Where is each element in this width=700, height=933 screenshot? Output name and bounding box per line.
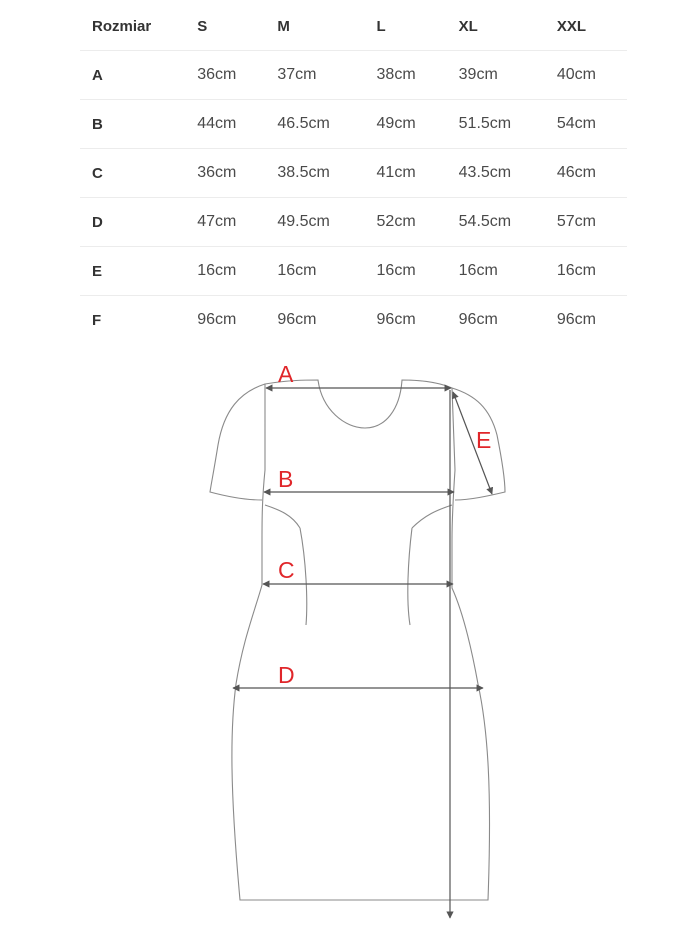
dress-outline <box>210 380 505 900</box>
table-cell: 43.5cm <box>459 149 557 198</box>
header-size-m: M <box>277 2 376 51</box>
label-b: B <box>278 466 294 492</box>
table-row <box>80 51 627 100</box>
header-size-l: L <box>377 2 459 51</box>
table-cell: 96cm <box>376 311 416 328</box>
table-cell: 37cm <box>277 51 376 100</box>
table-cell: 38.5cm <box>277 149 376 198</box>
table-cell: 16cm <box>377 247 459 296</box>
table-cell: 39cm <box>459 51 557 100</box>
table-cell: 44cm <box>197 100 277 149</box>
table-cell: 54.5cm <box>459 198 557 247</box>
size-chart-table <box>80 2 627 344</box>
table-cell: 36cm <box>197 149 277 198</box>
table-cell: 96cm <box>197 311 237 328</box>
table-cell: 54cm <box>557 100 627 149</box>
table-cell: 16cm <box>557 247 627 296</box>
table-cell: 38cm <box>377 51 459 100</box>
bust-seam-right <box>412 505 452 528</box>
label-a: A <box>278 361 294 387</box>
row-label: D <box>80 198 197 247</box>
bust-seam-left <box>265 505 300 528</box>
row-label: C <box>80 149 197 198</box>
table-cell: 49cm <box>377 100 459 149</box>
table-cell: 16cm <box>459 247 557 296</box>
table-row <box>80 296 627 345</box>
table-row <box>80 149 627 198</box>
measurement-lines <box>233 388 492 918</box>
table-cell: 41cm <box>377 149 459 198</box>
label-d: D <box>278 662 295 688</box>
header-size-xxl: XXL <box>557 2 627 51</box>
table-row <box>80 247 627 296</box>
table-cell: 36cm <box>197 51 277 100</box>
table-cell: 46.5cm <box>277 100 376 149</box>
row-label: A <box>80 51 197 100</box>
table-cell: 96cm <box>458 311 498 328</box>
table-row <box>80 198 627 247</box>
label-e: E <box>476 427 492 453</box>
label-c: C <box>278 557 295 583</box>
table-cell: 49.5cm <box>277 198 376 247</box>
table-header-row <box>80 2 627 51</box>
row-label: B <box>80 100 197 149</box>
table-cell: 47cm <box>197 198 277 247</box>
table-cell: 57cm <box>557 198 627 247</box>
table-cell: 40cm <box>557 51 627 100</box>
table-cell: 51.5cm <box>459 100 557 149</box>
dress-body-outline <box>232 380 490 900</box>
row-label: E <box>80 247 197 296</box>
left-dart <box>300 528 307 625</box>
table-cell: 16cm <box>197 247 277 296</box>
header-size-label: Rozmiar <box>80 2 197 51</box>
table-cell: 96cm <box>277 311 317 328</box>
table-cell: 96cm <box>556 311 596 328</box>
table-row <box>80 100 627 149</box>
dress-measurement-diagram <box>0 340 700 933</box>
right-dart <box>408 528 412 625</box>
left-sleeve <box>210 384 265 500</box>
header-size-s: S <box>197 2 277 51</box>
header-size-xl: XL <box>459 2 557 51</box>
table-cell: 16cm <box>277 247 376 296</box>
row-label: F <box>92 311 102 329</box>
table-cell: 52cm <box>377 198 459 247</box>
table-cell: 46cm <box>557 149 627 198</box>
